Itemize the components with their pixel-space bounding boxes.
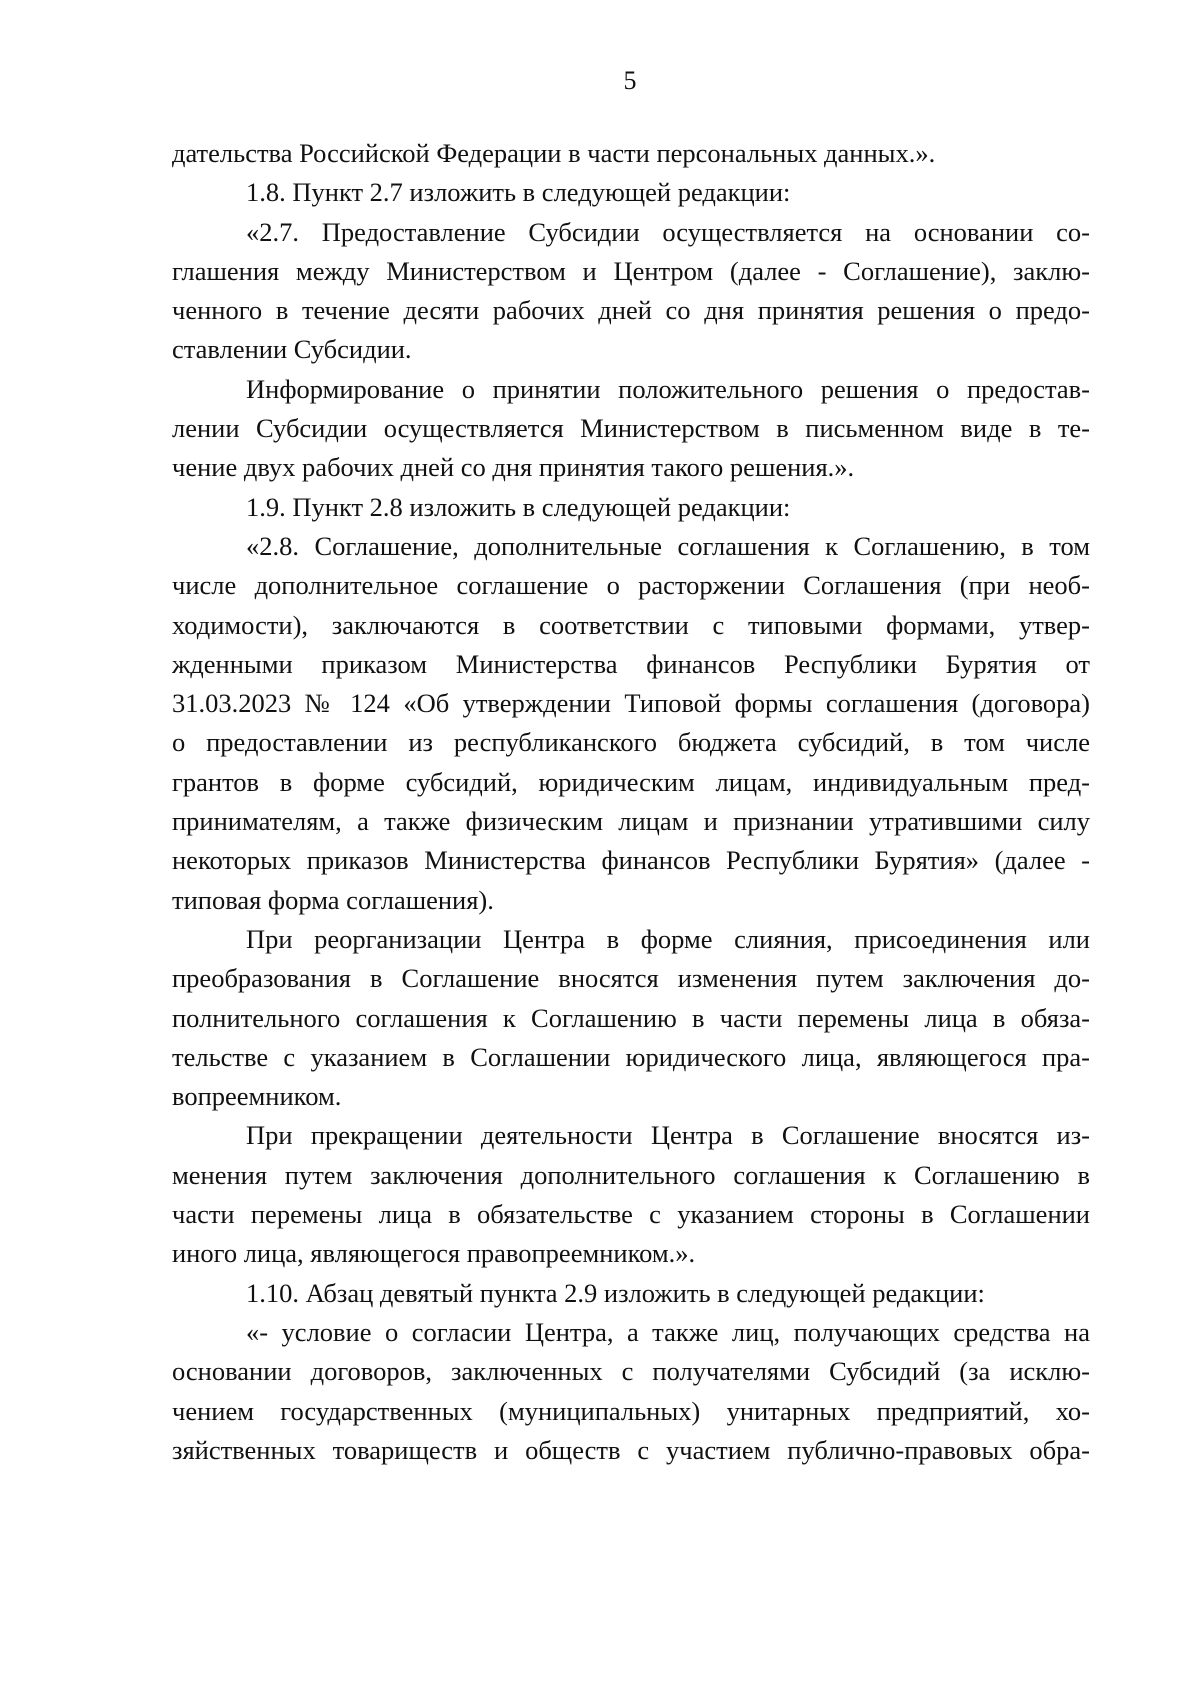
text-line: принимателям, а также физическим лицам и признании утратившими силу: [172, 806, 1090, 837]
text-line: «- условие о согласии Центра, а также лиц, получающих средства на: [246, 1316, 1090, 1347]
text-line: ченного в течение десяти рабочих дней со дня принятия решения о предо-: [172, 295, 1090, 326]
text-line: части перемены лица в обязательстве с указанием стороны в Соглашении: [172, 1199, 1090, 1230]
text-line: ставлении Субсидии.: [172, 334, 412, 365]
page-number: 5: [623, 66, 637, 95]
text-line: тельстве с указанием в Соглашении юридического лица, являющегося пра-: [172, 1041, 1090, 1072]
text-line: лении Субсидии осуществляется Министерством в письменном виде в те-: [172, 413, 1090, 444]
text-line: 1.10. Абзац девятый пункта 2.9 изложить в следующей редакции:: [246, 1277, 985, 1308]
text-line: некоторых приказов Министерства финансов Республики Бурятия» (далее -: [172, 845, 1090, 876]
text-line: Информирование о принятии положительного решения о предостав-: [246, 373, 1090, 404]
text-line: числе дополнительное соглашение о расторжении Соглашения (при необ-: [172, 570, 1090, 601]
text-line: иного лица, являющегося правопреемником.».: [172, 1238, 696, 1269]
text-line: зяйственных товариществ и обществ с участием публично-правовых обра-: [172, 1434, 1090, 1465]
text-line: преобразования в Соглашение вносятся изменения путем заключения до-: [172, 963, 1090, 994]
text-line: жденными приказом Министерства финансов Республики Бурятия от: [172, 648, 1090, 679]
document-body: [172, 134, 1090, 1470]
text-line: глашения между Министерством и Центром (далее - Соглашение), заклю-: [172, 255, 1090, 286]
text-line: менения путем заключения дополнительного соглашения к Соглашению в: [172, 1159, 1090, 1190]
text-line: основании договоров, заключенных с получателями Субсидий (за исклю-: [172, 1356, 1090, 1387]
text-line: о предоставлении из республиканского бюджета субсидий, в том числе: [172, 727, 1090, 758]
text-line: грантов в форме субсидий, юридическим лицам, индивидуальным пред-: [172, 766, 1090, 797]
text-line: дательства Российской Федерации в части персональных данных.».: [172, 138, 936, 168]
text-line: типовая форма соглашения).: [172, 884, 494, 915]
text-line: 1.9. Пункт 2.8 изложить в следующей редакции:: [246, 491, 791, 522]
text-line: При прекращении деятельности Центра в Соглашение вносятся из-: [246, 1120, 1090, 1151]
text-line: «2.7. Предоставление Субсидии осуществляется на основании со-: [246, 216, 1090, 247]
text-line: 31.03.2023 № 124 «Об утверждении Типовой формы соглашения (договора): [172, 688, 1090, 719]
text-line: полнительного соглашения к Соглашению в части перемены лица в обяза-: [172, 1002, 1090, 1033]
text-line: вопреемником.: [172, 1081, 342, 1112]
text-line: чение двух рабочих дней со дня принятия такого решения.».: [172, 452, 855, 483]
text-line: При реорганизации Центра в форме слияния, присоединения или: [246, 923, 1090, 954]
text-line: «2.8. Соглашение, дополнительные соглашения к Соглашению, в том: [246, 530, 1090, 561]
text-line: чением государственных (муниципальных) унитарных предприятий, хо-: [172, 1395, 1090, 1426]
text-line: ходимости), заключаются в соответствии с типовыми формами, утвер-: [172, 609, 1090, 640]
text-line: 1.8. Пункт 2.7 изложить в следующей редакции:: [246, 177, 791, 208]
